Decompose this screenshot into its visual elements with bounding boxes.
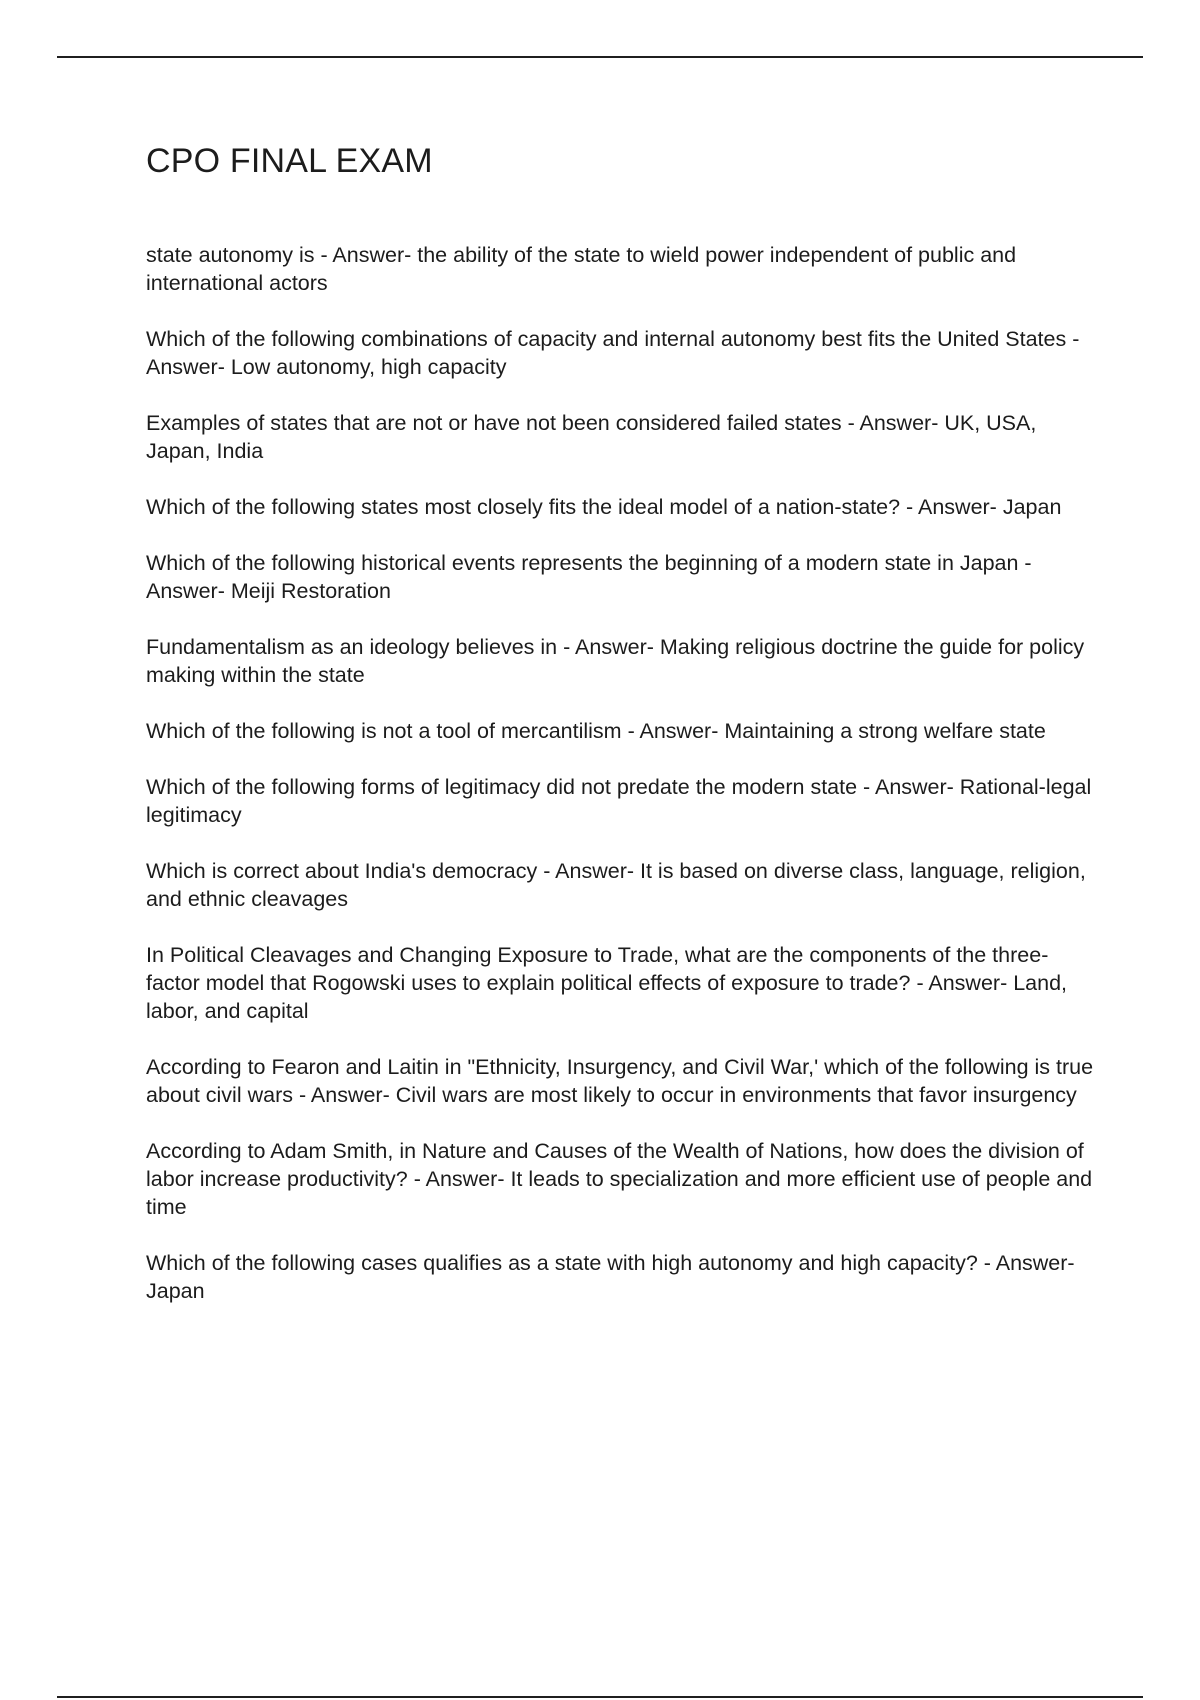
qa-item: In Political Cleavages and Changing Exposure to Trade, what are the components of the three-factor model that Rogowski uses to explain political effects of exposure to trade? - Answer- Land, labor, and capital [146,943,1068,1023]
qa-item: Which of the following forms of legitimacy did not predate the modern state - Answer- Rational-legal legitimacy [146,775,1092,827]
qa-item: Which is correct about India's democracy - Answer- It is based on diverse class, language, religion, and ethnic cleavages [146,859,1086,911]
qa-item: state autonomy is - Answer- the ability of the state to wield power independent of public and international actors [146,243,1017,295]
qa-item: Which of the following historical events represents the beginning of a modern state in Japan - Answer- Meiji Restoration [146,551,1032,603]
qa-item: Fundamentalism as an ideology believes in - Answer- Making religious doctrine the guide for policy making within the state [146,635,1085,687]
qa-list [146,241,1096,1305]
bottom-rule [57,1696,1143,1698]
qa-item: Which of the following combinations of capacity and internal autonomy best fits the United States - Answer- Low autonomy, high capacity [146,327,1080,379]
qa-item: Which of the following is not a tool of mercantilism - Answer- Maintaining a strong welfare state [146,719,1046,743]
top-rule [57,56,1143,58]
qa-item: According to Adam Smith, in Nature and Causes of the Wealth of Nations, how does the division of labor increase productivity? - Answer- It leads to specialization and more efficient use of people and time [146,1139,1093,1219]
qa-item: Examples of states that are not or have not been considered failed states - Answer- UK, USA, Japan, India [146,411,1037,463]
qa-item: According to Fearon and Laitin in "Ethnicity, Insurgency, and Civil War,' which of the following is true about civil wars - Answer- Civil wars are most likely to occur in environments that favor insurgency [146,1055,1094,1107]
qa-item: Which of the following states most closely fits the ideal model of a nation-state? - Answer- Japan [146,495,1062,519]
document-title: CPO FINAL EXAM [146,142,433,180]
document-body [146,142,1096,1333]
qa-item: Which of the following cases qualifies as a state with high autonomy and high capacity? - Answer- Japan [146,1251,1075,1303]
